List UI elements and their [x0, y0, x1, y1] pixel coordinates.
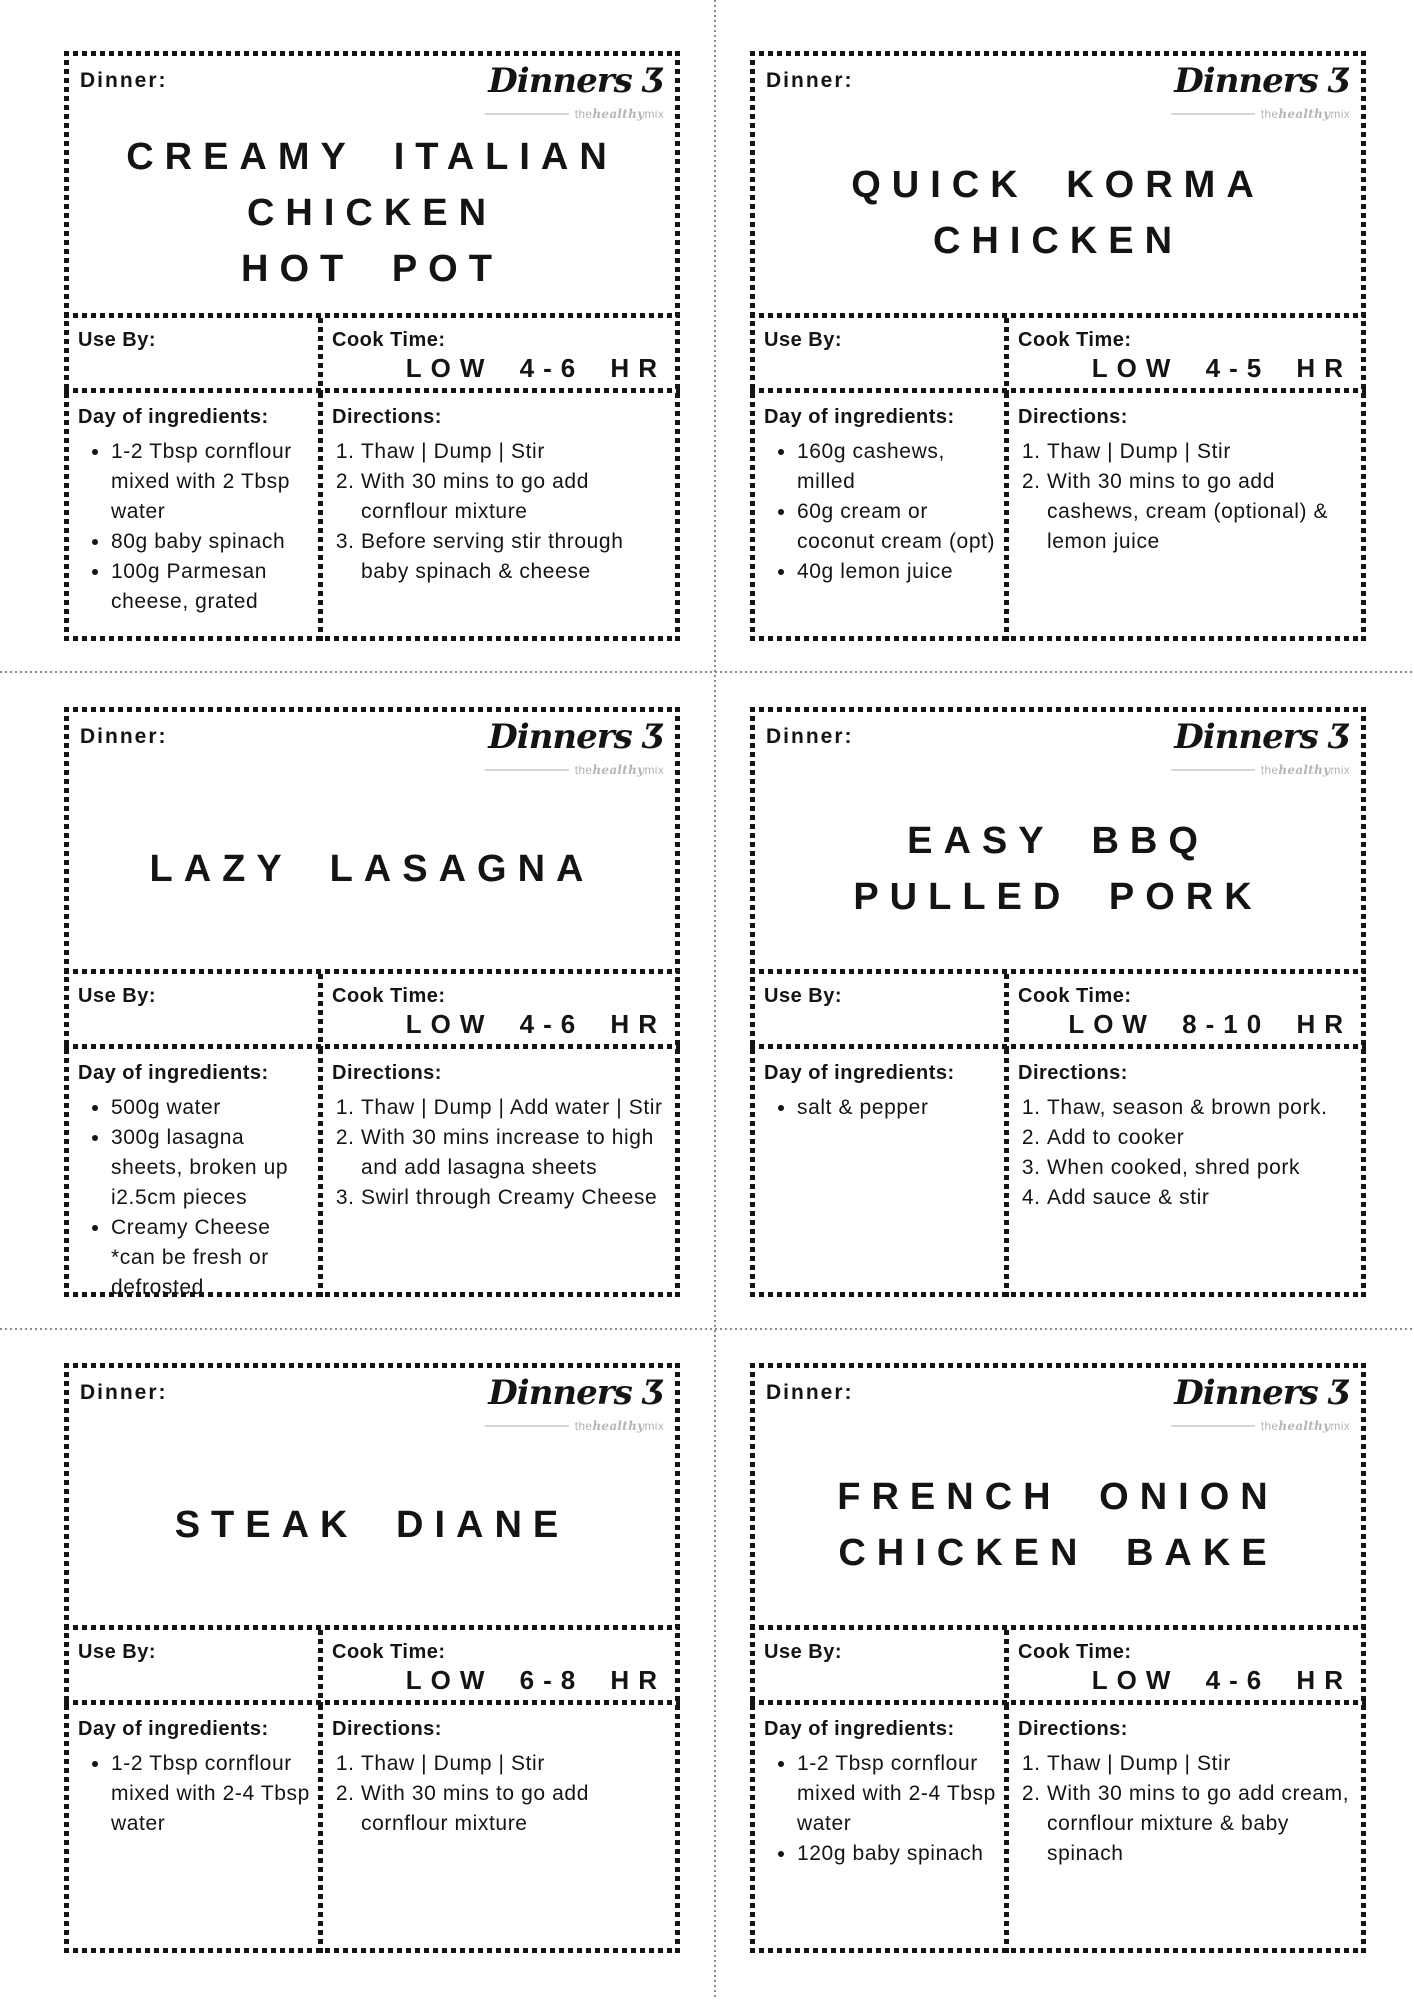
directions-label: Directions:	[1018, 1062, 1128, 1084]
tagline-mix: mix	[1330, 763, 1350, 777]
use-by-label: Use By:	[764, 329, 842, 351]
tagline-healthy: healthy	[592, 107, 645, 121]
ingredients-directions-row	[64, 1049, 680, 1297]
brand-name: Dinners Ʒ	[488, 61, 664, 101]
dinner-label: Dinner:	[80, 1381, 168, 1404]
tagline-healthy: healthy	[1278, 107, 1331, 121]
ingredient-item: • 100g Parmesan cheese, grated	[111, 557, 310, 617]
ingredient-item: • 60g cream or coconut cream (opt)	[797, 497, 996, 557]
brand-tagline	[485, 1420, 664, 1432]
cook-time-box	[1004, 974, 1366, 1049]
cook-time-label: Cook Time:	[332, 329, 446, 351]
recipe-card	[750, 707, 1366, 1297]
ingredients-box	[750, 393, 1004, 641]
ingredients-box	[64, 1705, 318, 1953]
cook-time-label: Cook Time:	[1018, 329, 1132, 351]
recipe-title-line: CREAMY ITALIAN	[126, 136, 618, 178]
directions-box	[1004, 1705, 1366, 1953]
cook-time-label: Cook Time:	[332, 1641, 446, 1663]
ingredients-list	[78, 437, 310, 617]
direction-step: 1. Thaw | Dump | Stir	[361, 437, 670, 467]
direction-step: 1. Thaw | Dump | Stir	[1047, 1749, 1356, 1779]
cook-time-box	[1004, 1630, 1366, 1705]
cook-time-label: Cook Time:	[1018, 985, 1132, 1007]
tagline-healthy: healthy	[592, 1419, 645, 1433]
recipe-title-line: PULLED PORK	[853, 876, 1263, 918]
cook-time-label: Cook Time:	[1018, 1641, 1132, 1663]
cook-time-value: LOW 4-6 HR	[405, 1009, 666, 1039]
use-by-label: Use By:	[764, 985, 842, 1007]
card-header	[750, 1363, 1366, 1630]
recipe-title	[80, 776, 664, 966]
ingredient-item: • salt & pepper	[797, 1093, 996, 1123]
ingredients-list	[764, 1749, 996, 1869]
ingredient-item: • 1-2 Tbsp cornflour mixed with 2-4 Tbsp water	[111, 1749, 310, 1839]
brand-name: Dinners Ʒ	[1174, 717, 1350, 757]
cook-time-box	[318, 974, 680, 1049]
card-header-top	[766, 61, 1350, 121]
directions-list	[1018, 1093, 1356, 1213]
ingredient-item: • 160g cashews, milled	[797, 437, 996, 497]
brand-name: Dinners Ʒ	[488, 717, 664, 757]
tagline-the: the	[1260, 107, 1279, 121]
cook-time-box	[318, 318, 680, 393]
brand-tagline	[1171, 108, 1350, 120]
direction-step: 1. Thaw, season & brown pork.	[1047, 1093, 1356, 1123]
ingredient-item: • 1-2 Tbsp cornflour mixed with 2-4 Tbsp water	[797, 1749, 996, 1839]
recipe-title-line: LAZY LASAGNA	[149, 848, 595, 890]
recipe-card	[750, 51, 1366, 641]
dinner-label: Dinner:	[80, 69, 168, 92]
use-by-cook-time-row	[64, 318, 680, 393]
use-by-label: Use By:	[78, 985, 156, 1007]
use-by-cook-time-row	[750, 318, 1366, 393]
use-by-cook-time-row	[750, 1630, 1366, 1705]
recipe-title-line: QUICK KORMA	[851, 164, 1265, 206]
recipe-title	[766, 120, 1350, 310]
brand-tagline	[1171, 1420, 1350, 1432]
cook-time-value: LOW 8-10 HR	[1068, 1009, 1352, 1039]
ingredients-directions-row	[64, 1705, 680, 1953]
use-by-box	[750, 1630, 1004, 1705]
card-header	[750, 51, 1366, 318]
ingredients-list	[764, 1093, 996, 1123]
card-header-top	[80, 717, 664, 777]
use-by-box	[750, 318, 1004, 393]
card-header	[64, 51, 680, 318]
directions-label: Directions:	[332, 1062, 442, 1084]
tagline-mix: mix	[644, 763, 664, 777]
cook-time-value: LOW 4-5 HR	[1091, 353, 1352, 383]
brand-name: Dinners Ʒ	[1174, 61, 1350, 101]
direction-step: 3. Before serving stir through baby spinach & cheese	[361, 527, 670, 587]
recipe-title-line: STEAK DIANE	[174, 1504, 570, 1546]
use-by-box	[64, 1630, 318, 1705]
cook-time-value: LOW 6-8 HR	[405, 1665, 666, 1695]
directions-box	[318, 1049, 680, 1297]
recipe-title-line: CHICKEN BAKE	[838, 1532, 1278, 1574]
ingredients-label: Day of ingredients:	[78, 406, 269, 428]
ingredients-label: Day of ingredients:	[78, 1718, 269, 1740]
directions-label: Directions:	[1018, 406, 1128, 428]
direction-step: 2. With 30 mins to go add cream, cornflour mixture & baby spinach	[1047, 1779, 1356, 1869]
tagline-mix: mix	[644, 107, 664, 121]
cook-time-value: LOW 4-6 HR	[405, 353, 666, 383]
logo-rule	[485, 113, 569, 115]
brand-tagline	[485, 764, 664, 776]
ingredients-directions-row	[750, 393, 1366, 641]
tagline-healthy: healthy	[592, 763, 645, 777]
use-by-label: Use By:	[764, 1641, 842, 1663]
brand-logo	[1171, 61, 1350, 121]
tagline-the: the	[1260, 1419, 1279, 1433]
recipe-title-line: EASY BBQ	[907, 820, 1209, 862]
dinner-label: Dinner:	[80, 725, 168, 748]
ingredients-label: Day of ingredients:	[764, 1718, 955, 1740]
directions-label: Directions:	[1018, 1718, 1128, 1740]
directions-list	[1018, 437, 1356, 557]
ingredient-item: • 300g lasagna sheets, broken up i2.5cm pieces	[111, 1123, 310, 1213]
brand-name: Dinners Ʒ	[1174, 1373, 1350, 1413]
logo-rule	[1171, 113, 1255, 115]
directions-list	[1018, 1749, 1356, 1869]
directions-box	[318, 393, 680, 641]
ingredients-list	[78, 1749, 310, 1839]
directions-label: Directions:	[332, 1718, 442, 1740]
logo-rule	[1171, 1425, 1255, 1427]
label-sheet	[64, 51, 1366, 1953]
directions-list	[332, 437, 670, 587]
recipe-card	[64, 1363, 680, 1953]
brand-tagline	[485, 108, 664, 120]
cook-time-box	[1004, 318, 1366, 393]
recipe-title-line: FRENCH ONION	[837, 1476, 1279, 1518]
ingredients-directions-row	[64, 393, 680, 641]
dinner-label: Dinner:	[766, 725, 854, 748]
brand-logo	[1171, 717, 1350, 777]
tagline-the: the	[1260, 763, 1279, 777]
card-header	[64, 707, 680, 974]
recipe-card	[750, 1363, 1366, 1953]
direction-step: 4. Add sauce & stir	[1047, 1183, 1356, 1213]
brand-tagline	[1171, 764, 1350, 776]
card-header	[750, 707, 1366, 974]
ingredients-list	[78, 1093, 310, 1297]
use-by-box	[64, 318, 318, 393]
brand-logo	[485, 1373, 664, 1433]
recipe-title	[766, 776, 1350, 966]
use-by-box	[64, 974, 318, 1049]
direction-step: 2. With 30 mins to go add cornflour mixture	[361, 467, 670, 527]
tagline-healthy: healthy	[1278, 1419, 1331, 1433]
recipe-title	[80, 1432, 664, 1622]
dinner-label: Dinner:	[766, 69, 854, 92]
direction-step: 3. Swirl through Creamy Cheese	[361, 1183, 670, 1213]
brand-name: Dinners Ʒ	[488, 1373, 664, 1413]
recipe-card	[64, 51, 680, 641]
card-header-top	[766, 1373, 1350, 1433]
direction-step: 2. With 30 mins increase to high and add lasagna sheets	[361, 1123, 670, 1183]
ingredients-label: Day of ingredients:	[78, 1062, 269, 1084]
dinner-label: Dinner:	[766, 1381, 854, 1404]
cook-time-label: Cook Time:	[332, 985, 446, 1007]
tagline-the: the	[574, 107, 593, 121]
cook-time-box	[318, 1630, 680, 1705]
directions-box	[318, 1705, 680, 1953]
ingredients-label: Day of ingredients:	[764, 406, 955, 428]
ingredient-item: • 80g baby spinach	[111, 527, 310, 557]
recipe-title	[766, 1432, 1350, 1622]
tagline-mix: mix	[1330, 107, 1350, 121]
recipe-card	[64, 707, 680, 1297]
ingredient-item: • 1-2 Tbsp cornflour mixed with 2 Tbsp water	[111, 437, 310, 527]
ingredient-item: • 500g water	[111, 1093, 310, 1123]
logo-rule	[485, 1425, 569, 1427]
direction-step: 1. Thaw | Dump | Stir	[361, 1749, 670, 1779]
direction-step: 2. Add to cooker	[1047, 1123, 1356, 1153]
card-header-top	[766, 717, 1350, 777]
ingredients-label: Day of ingredients:	[764, 1062, 955, 1084]
ingredient-item: • 40g lemon juice	[797, 557, 996, 587]
directions-list	[332, 1093, 670, 1213]
cook-time-value: LOW 4-6 HR	[1091, 1665, 1352, 1695]
use-by-label: Use By:	[78, 1641, 156, 1663]
use-by-cook-time-row	[750, 974, 1366, 1049]
use-by-label: Use By:	[78, 329, 156, 351]
direction-step: 2. With 30 mins to go add cornflour mixture	[361, 1779, 670, 1839]
direction-step: 3. When cooked, shred pork	[1047, 1153, 1356, 1183]
brand-logo	[1171, 1373, 1350, 1433]
tagline-the: the	[574, 1419, 593, 1433]
tagline-mix: mix	[1330, 1419, 1350, 1433]
use-by-cook-time-row	[64, 974, 680, 1049]
tagline-healthy: healthy	[1278, 763, 1331, 777]
directions-label: Directions:	[332, 406, 442, 428]
card-header-top	[80, 1373, 664, 1433]
ingredient-item: • 120g baby spinach	[797, 1839, 996, 1869]
brand-logo	[485, 61, 664, 121]
recipe-title-line: CHICKEN	[932, 220, 1184, 262]
tagline-mix: mix	[644, 1419, 664, 1433]
use-by-cook-time-row	[64, 1630, 680, 1705]
use-by-box	[750, 974, 1004, 1049]
ingredients-box	[750, 1049, 1004, 1297]
ingredient-item: • Creamy Cheese *can be fresh or defrosted	[111, 1213, 310, 1297]
recipe-title	[80, 120, 664, 310]
direction-step: 2. With 30 mins to go add cashews, cream (optional) & lemon juice	[1047, 467, 1356, 557]
recipe-title-line: CHICKEN	[246, 192, 498, 234]
ingredients-box	[64, 393, 318, 641]
directions-box	[1004, 1049, 1366, 1297]
card-header-top	[80, 61, 664, 121]
ingredients-list	[764, 437, 996, 587]
ingredients-directions-row	[750, 1049, 1366, 1297]
directions-list	[332, 1749, 670, 1839]
brand-logo	[485, 717, 664, 777]
ingredients-box	[64, 1049, 318, 1297]
directions-box	[1004, 393, 1366, 641]
ingredients-box	[750, 1705, 1004, 1953]
ingredients-directions-row	[750, 1705, 1366, 1953]
logo-rule	[485, 769, 569, 771]
logo-rule	[1171, 769, 1255, 771]
direction-step: 1. Thaw | Dump | Stir	[1047, 437, 1356, 467]
tagline-the: the	[574, 763, 593, 777]
direction-step: 1. Thaw | Dump | Add water | Stir	[361, 1093, 670, 1123]
card-header	[64, 1363, 680, 1630]
recipe-title-line: HOT POT	[241, 248, 503, 290]
